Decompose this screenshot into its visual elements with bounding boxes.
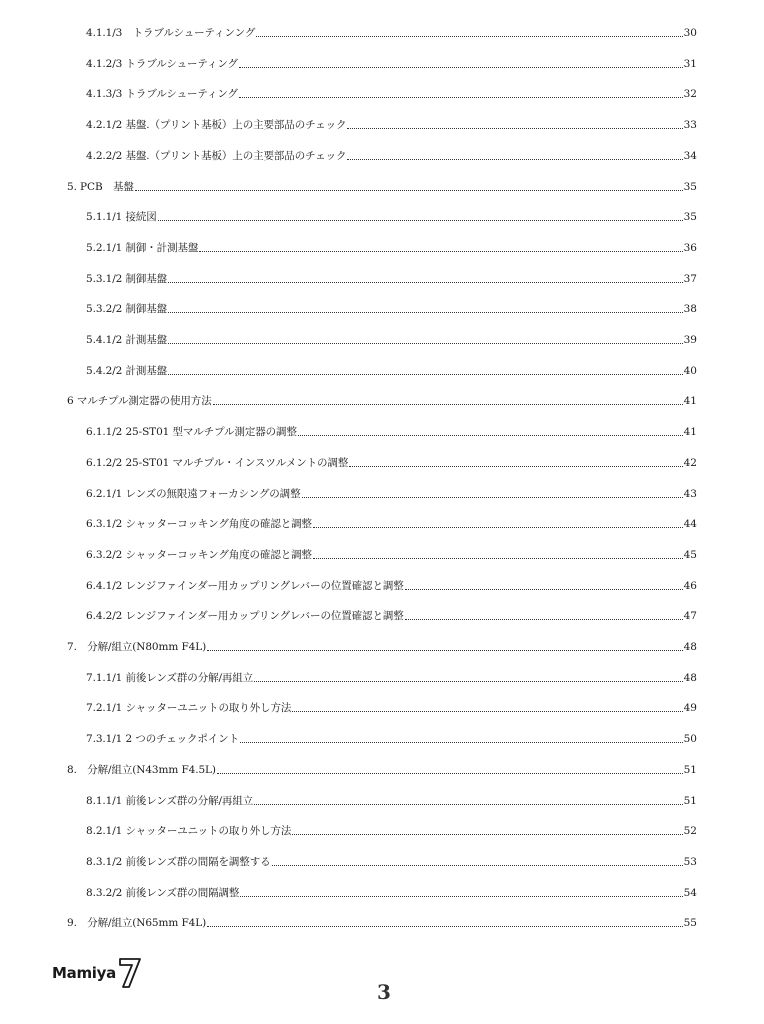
toc-entry-page: 51 (683, 763, 697, 776)
toc-entry-page: 35 (683, 211, 697, 224)
dot-leader (254, 680, 682, 682)
dot-leader (168, 373, 683, 375)
toc-entry-title: 5.1.1/1 接続図 (86, 211, 157, 224)
toc-entry-title: 7.3.1/1 2 つのチェックポイント (86, 733, 239, 746)
toc-entry-page: 53 (683, 855, 697, 868)
toc-entry-page: 54 (683, 886, 697, 899)
page-number: 3 (377, 980, 391, 1004)
toc-entry-page: 45 (683, 548, 697, 561)
toc-entry-page: 48 (683, 671, 697, 684)
toc-entry-title: 8. 分解/組立(N43mm F4.5L) (67, 763, 216, 776)
toc-entry[interactable] (86, 53, 697, 71)
dot-leader (292, 710, 682, 712)
toc-entry-title: 8.2.1/1 シャッターユニットの取り外し方法 (86, 825, 292, 838)
toc-entry-page: 37 (683, 272, 697, 285)
dot-leader (135, 189, 683, 191)
toc-entry-page: 41 (683, 426, 697, 439)
toc-entry[interactable] (86, 697, 697, 715)
toc-entry-title: 8.3.1/2 前後レンズ群の間隔を調整する (86, 855, 271, 868)
toc-entry-title: 4.1.1/3 トラブルシューティンング (86, 27, 256, 39)
toc-entry[interactable] (86, 728, 697, 746)
toc-entry[interactable] (86, 268, 697, 286)
toc-entry-page: 46 (683, 579, 697, 592)
toc-entry-page: 30 (683, 27, 697, 39)
toc-entry-title: 9. 分解/組立(N65mm F4L) (67, 917, 207, 930)
toc-entry-title: 4.1.2/3 トラブルシューティング (86, 57, 238, 70)
dot-leader (405, 618, 683, 620)
toc-entry[interactable] (86, 882, 697, 900)
logo-seven-icon (118, 957, 142, 989)
toc-entry-page: 49 (683, 702, 697, 715)
toc-entry-page: 39 (683, 334, 697, 346)
toc-entry[interactable] (86, 22, 697, 40)
toc-entry[interactable] (86, 145, 697, 163)
dot-leader (292, 833, 682, 835)
toc-entry[interactable] (86, 483, 697, 501)
toc-entry-title: 6.3.1/2 シャッターコッキング角度の確認と調整 (86, 518, 312, 531)
toc-entry[interactable] (86, 114, 697, 132)
dot-leader (349, 465, 682, 467)
dot-leader (313, 557, 683, 559)
toc-entry-title: 5.4.2/2 計測基盤 (86, 364, 168, 377)
dot-leader (207, 925, 683, 927)
toc-entry-title: 5. PCB 基盤 (67, 180, 134, 193)
toc-entry[interactable] (86, 851, 697, 869)
toc-entry-title: 6.2.1/1 レンズの無限遠フォーカシングの調整 (86, 487, 301, 500)
toc-entry-title: 8.1.1/1 前後レンズ群の分解/再組立 (86, 794, 254, 807)
toc-entry[interactable] (86, 790, 697, 808)
toc-entry-title: 4.2.2/2 基盤.（プリント基板）上の主要部品のチェック (86, 149, 347, 162)
dot-leader (239, 96, 683, 98)
toc-entry-page: 52 (683, 825, 697, 838)
toc-entry-title: 8.3.2/2 前後レンズ群の間隔調整 (86, 886, 240, 899)
logo-brand-text: Mamiya (52, 964, 116, 982)
toc-entry[interactable] (86, 206, 697, 224)
dot-leader (240, 741, 683, 743)
toc-chapter[interactable] (67, 176, 697, 194)
dot-leader (168, 311, 683, 313)
toc-entry-title: 7. 分解/組立(N80mm F4L) (67, 641, 207, 653)
toc-entry[interactable] (86, 605, 697, 623)
toc-entry-page: 32 (683, 88, 697, 101)
toc-entry[interactable] (86, 421, 697, 439)
toc-entry-title: 6.3.2/2 シャッターコッキング角度の確認と調整 (86, 548, 312, 561)
dot-leader (254, 803, 682, 805)
toc-entry-page: 38 (683, 303, 697, 316)
toc-chapter[interactable] (67, 390, 697, 408)
dot-leader (240, 895, 682, 897)
toc-entry[interactable] (86, 575, 697, 593)
toc-entry-title: 6.4.1/2 レンジファインダー用カップリングレバーの位置確認と調整 (86, 579, 404, 592)
toc-entry[interactable] (86, 360, 697, 378)
dot-leader (199, 250, 682, 252)
toc-entry-page: 40 (683, 364, 697, 377)
toc-entry-page: 34 (683, 149, 697, 162)
toc-entry-page: 48 (683, 641, 697, 653)
toc-entry-title: 4.1.3/3 トラブルシューティング (86, 88, 238, 101)
toc-entry-page: 41 (683, 395, 697, 408)
toc-entry[interactable] (86, 83, 697, 101)
dot-leader (217, 772, 683, 774)
toc-entry[interactable] (86, 544, 697, 562)
dot-leader (405, 588, 683, 590)
dot-leader (239, 66, 683, 68)
toc-entry[interactable] (86, 820, 697, 838)
toc-entry-title: 5.3.1/2 制御基盤 (86, 272, 168, 285)
toc-entry[interactable] (86, 667, 697, 685)
toc-entry-page: 42 (683, 456, 697, 469)
dot-leader (313, 526, 683, 528)
toc-entry-page: 33 (683, 119, 697, 132)
dot-leader (298, 434, 683, 436)
dot-leader (302, 496, 683, 498)
dot-leader (256, 35, 682, 37)
dot-leader (213, 403, 683, 405)
dot-leader (158, 219, 683, 221)
toc-entry-title: 4.2.1/2 基盤.（プリント基板）上の主要部品のチェック (86, 119, 347, 132)
toc-entry-title: 5.3.2/2 制御基盤 (86, 303, 168, 316)
toc-chapter[interactable] (67, 759, 697, 777)
toc-entry-page: 31 (683, 57, 697, 70)
toc-entry-title: 6 マルチプル測定器の使用方法 (67, 395, 212, 408)
dot-leader (347, 127, 682, 129)
toc-entry-title: 6.1.2/2 25-ST01 マルチプル・インスツルメントの調整 (86, 456, 349, 469)
toc-entry-title: 6.4.2/2 レンジファインダー用カップリングレバーの位置確認と調整 (86, 610, 404, 623)
dot-leader (347, 158, 682, 160)
toc-entry-page: 35 (683, 180, 697, 193)
toc-entry[interactable] (86, 237, 697, 255)
toc-entry-page: 47 (683, 610, 697, 623)
toc-chapter[interactable] (67, 636, 697, 654)
toc-entry-title: 5.2.1/1 制御・計測基盤 (86, 241, 199, 254)
toc-chapter[interactable] (67, 912, 697, 930)
toc-entry-page: 43 (683, 487, 697, 500)
toc-entry-title: 5.4.1/2 計測基盤 (86, 334, 168, 346)
toc-entry[interactable] (86, 329, 697, 347)
toc-entry-page: 44 (683, 518, 697, 531)
mamiya7-logo (52, 956, 142, 990)
toc-entry[interactable] (86, 513, 697, 531)
toc-entry-page: 55 (683, 917, 697, 930)
toc-entry-title: 6.1.1/2 25-ST01 型マルチプル測定器の調整 (86, 426, 297, 439)
toc-entry[interactable] (86, 298, 697, 316)
toc-entry-title: 7.2.1/1 シャッターユニットの取り外し方法 (86, 702, 292, 715)
toc-entry[interactable] (86, 452, 697, 470)
toc-entry-page: 50 (683, 733, 697, 746)
toc-entry-title: 7.1.1/1 前後レンズ群の分解/再組立 (86, 671, 254, 684)
dot-leader (272, 864, 683, 866)
dot-leader (168, 281, 683, 283)
toc-entry-page: 51 (683, 794, 697, 807)
dot-leader (207, 649, 683, 651)
toc-entry-page: 36 (683, 241, 697, 254)
dot-leader (168, 342, 683, 344)
